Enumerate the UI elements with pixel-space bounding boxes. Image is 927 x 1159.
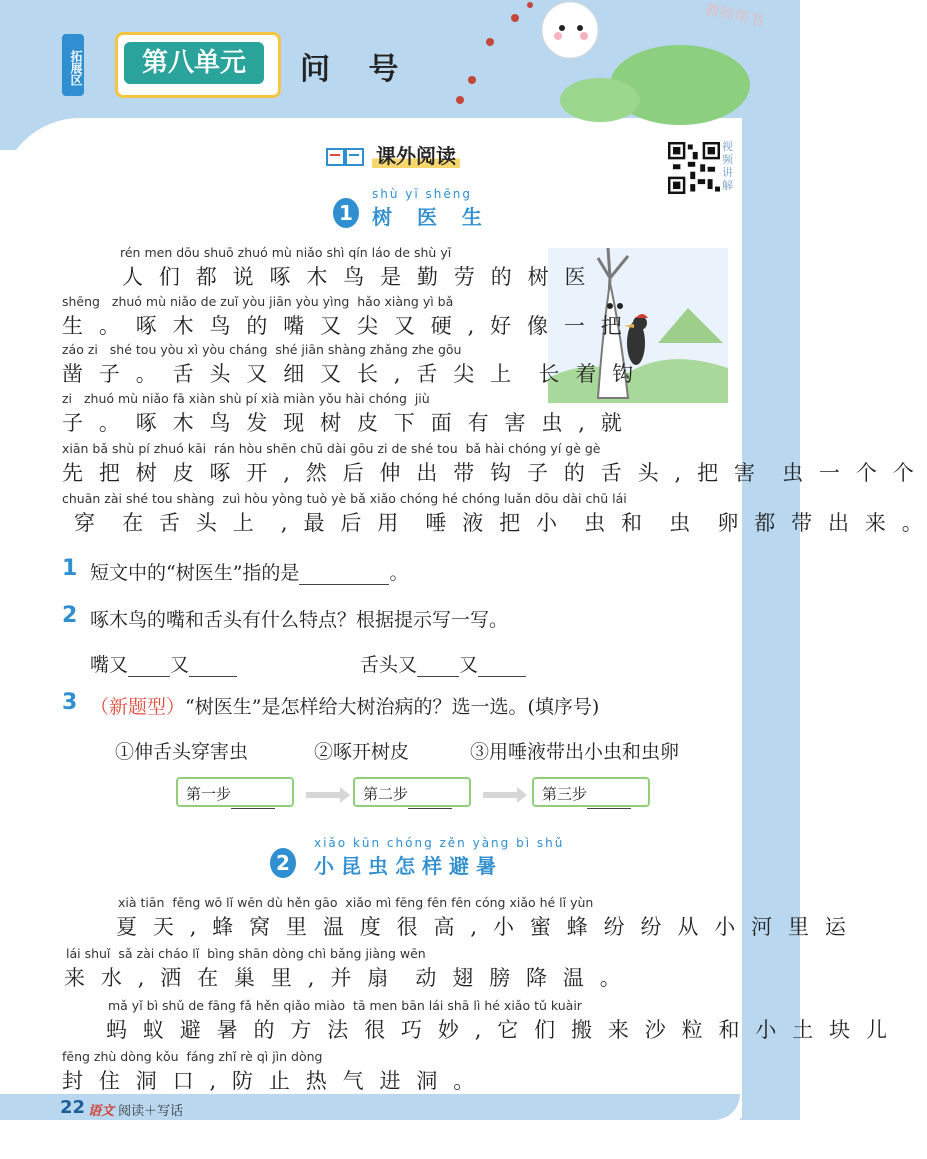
step-box-3[interactable]: 第三步 bbox=[532, 777, 650, 807]
arrow-icon bbox=[483, 792, 519, 798]
pinyin-line: mǎ yǐ bì shǔ de fāng fǎ hěn qiǎo miào tā men bān lái shā lì hé xiǎo tǔ kuàir bbox=[108, 998, 582, 1013]
footer-brand: 语文 阅读＋写话 bbox=[88, 1104, 184, 1119]
step-box-1[interactable]: 第一步 bbox=[176, 777, 294, 807]
answer-blank[interactable] bbox=[478, 658, 526, 677]
pinyin-line: xià tiān fēng wō lǐ wēn dù hěn gāo xiǎo mì fēng fēn fēn cóng xiǎo hé lǐ yùn bbox=[118, 895, 594, 910]
text-line: 先 把 树 皮 啄 开 , 然 后 伸 出 带 钩 子 的 舌 头 , 把 害 虫 一 个 个 bbox=[62, 461, 919, 485]
unit-title: 第八单元 bbox=[124, 42, 264, 84]
text-line: 子 。 啄 木 鸟 发 现 树 皮 下 面 有 害 虫 , 就 bbox=[62, 411, 627, 435]
text-line: 夏 天 , 蜂 窝 里 温 度 很 高 , 小 蜜 蜂 纷 纷 从 小 河 里 运 bbox=[116, 915, 851, 939]
story2-title: xiǎo kūn chóng zěn yàng bì shǔ 小昆虫怎样避暑 bbox=[314, 836, 565, 878]
text-line: 穿 在 舌 头 上 , 最 后 用 唾 液 把 小 虫 和 虫 卵 都 带 出 来 。 bbox=[74, 511, 927, 535]
book-icon bbox=[326, 146, 366, 168]
pinyin-line: xiān bǎ shù pí zhuó kāi rán hòu shēn chū dài gōu zi de shé tou bǎ hài chóng yí gè gè bbox=[62, 441, 601, 456]
extension-tab: 拓展区 bbox=[62, 34, 84, 96]
text-line: 凿 子 。 舌 头 又 细 又 长 , 舌 尖 上 长 着 钩 bbox=[62, 362, 638, 386]
story1-title: shù yī shēng 树 医 生 bbox=[372, 187, 491, 229]
story-number-badge: 2 bbox=[270, 848, 296, 878]
side-strip bbox=[740, 110, 800, 1120]
text-line: 来 水 , 洒 在 巢 里 , 并 扇 动 翅 膀 降 温 。 bbox=[64, 966, 626, 990]
pinyin-line: záo zi shé tou yòu xì yòu cháng shé jiān shàng zhǎng zhe gōu bbox=[62, 342, 462, 357]
section-title: 课外阅读 bbox=[372, 140, 460, 169]
option-2: ②啄开树皮 bbox=[314, 741, 410, 763]
arrow-icon bbox=[306, 792, 342, 798]
pinyin-line: chuān zài shé tou shàng zuì hòu yòng tuò yè bǎ xiǎo chóng hé chóng luǎn dōu dài chū lái bbox=[62, 491, 627, 506]
pinyin-line: fēng zhù dòng kǒu fáng zhǐ rè qì jìn dòng bbox=[62, 1049, 323, 1064]
qr-code-icon[interactable] bbox=[668, 142, 720, 194]
text-line: 封 住 洞 口 , 防 止 热 气 进 洞 。 bbox=[62, 1069, 479, 1093]
page-number: 22 bbox=[60, 1097, 86, 1118]
option-3: ③用唾液带出小虫和虫卵 bbox=[470, 741, 680, 763]
answer-blank[interactable] bbox=[299, 566, 389, 585]
pinyin-line: rén men dōu shuō zhuó mù niǎo shì qín láo de shù yī bbox=[120, 245, 452, 260]
question-number: 2 bbox=[62, 603, 78, 628]
step-box-2[interactable]: 第二步 bbox=[353, 777, 471, 807]
text-line: 蚂 蚁 避 暑 的 方 法 很 巧 妙 , 它 们 搬 来 沙 粒 和 小 土 块 儿 bbox=[106, 1018, 892, 1042]
watermark: 教师用书 bbox=[703, 0, 766, 31]
pinyin-line: lái shuǐ sǎ zài cháo lǐ bìng shān dòng chì bǎng jiàng wēn bbox=[66, 946, 426, 961]
question-2: 啄木鸟的嘴和舌头有什么特点？根据提示写一写。 bbox=[90, 609, 509, 631]
option-1: ①伸舌头穿害虫 bbox=[115, 741, 249, 763]
text-line: 生 。 啄 木 鸟 的 嘴 又 尖 又 硬 , 好 像 一 把 bbox=[62, 314, 627, 338]
pinyin-line: zi zhuó mù niǎo fā xiàn shù pí xià miàn yǒu hài chóng jiù bbox=[62, 391, 430, 406]
question-number: 1 bbox=[62, 556, 78, 581]
answer-blank[interactable] bbox=[417, 658, 459, 677]
text-line: 人 们 都 说 啄 木 鸟 是 勤 劳 的 树 医 bbox=[122, 265, 591, 289]
question-number: 3 bbox=[62, 690, 78, 715]
answer-blank[interactable] bbox=[189, 658, 237, 677]
answer-row-tongue: 舌头又 又 bbox=[360, 650, 526, 677]
question-3: （新题型）“树医生”是怎样给大树治病的？选一选。(填序号) bbox=[90, 696, 600, 718]
question-1: 短文中的“树医生”指的是 。 bbox=[90, 562, 409, 584]
qr-label: 视频讲解 bbox=[722, 140, 733, 192]
unit-topic: 问 号 bbox=[300, 52, 413, 87]
story-number-badge: 1 bbox=[333, 198, 359, 228]
answer-row-mouth: 嘴又 又 bbox=[90, 650, 237, 677]
answer-blank[interactable] bbox=[128, 658, 170, 677]
pinyin-line: shēng zhuó mù niǎo de zuǐ yòu jiān yòu yìng hǎo xiàng yì bǎ bbox=[62, 294, 454, 309]
